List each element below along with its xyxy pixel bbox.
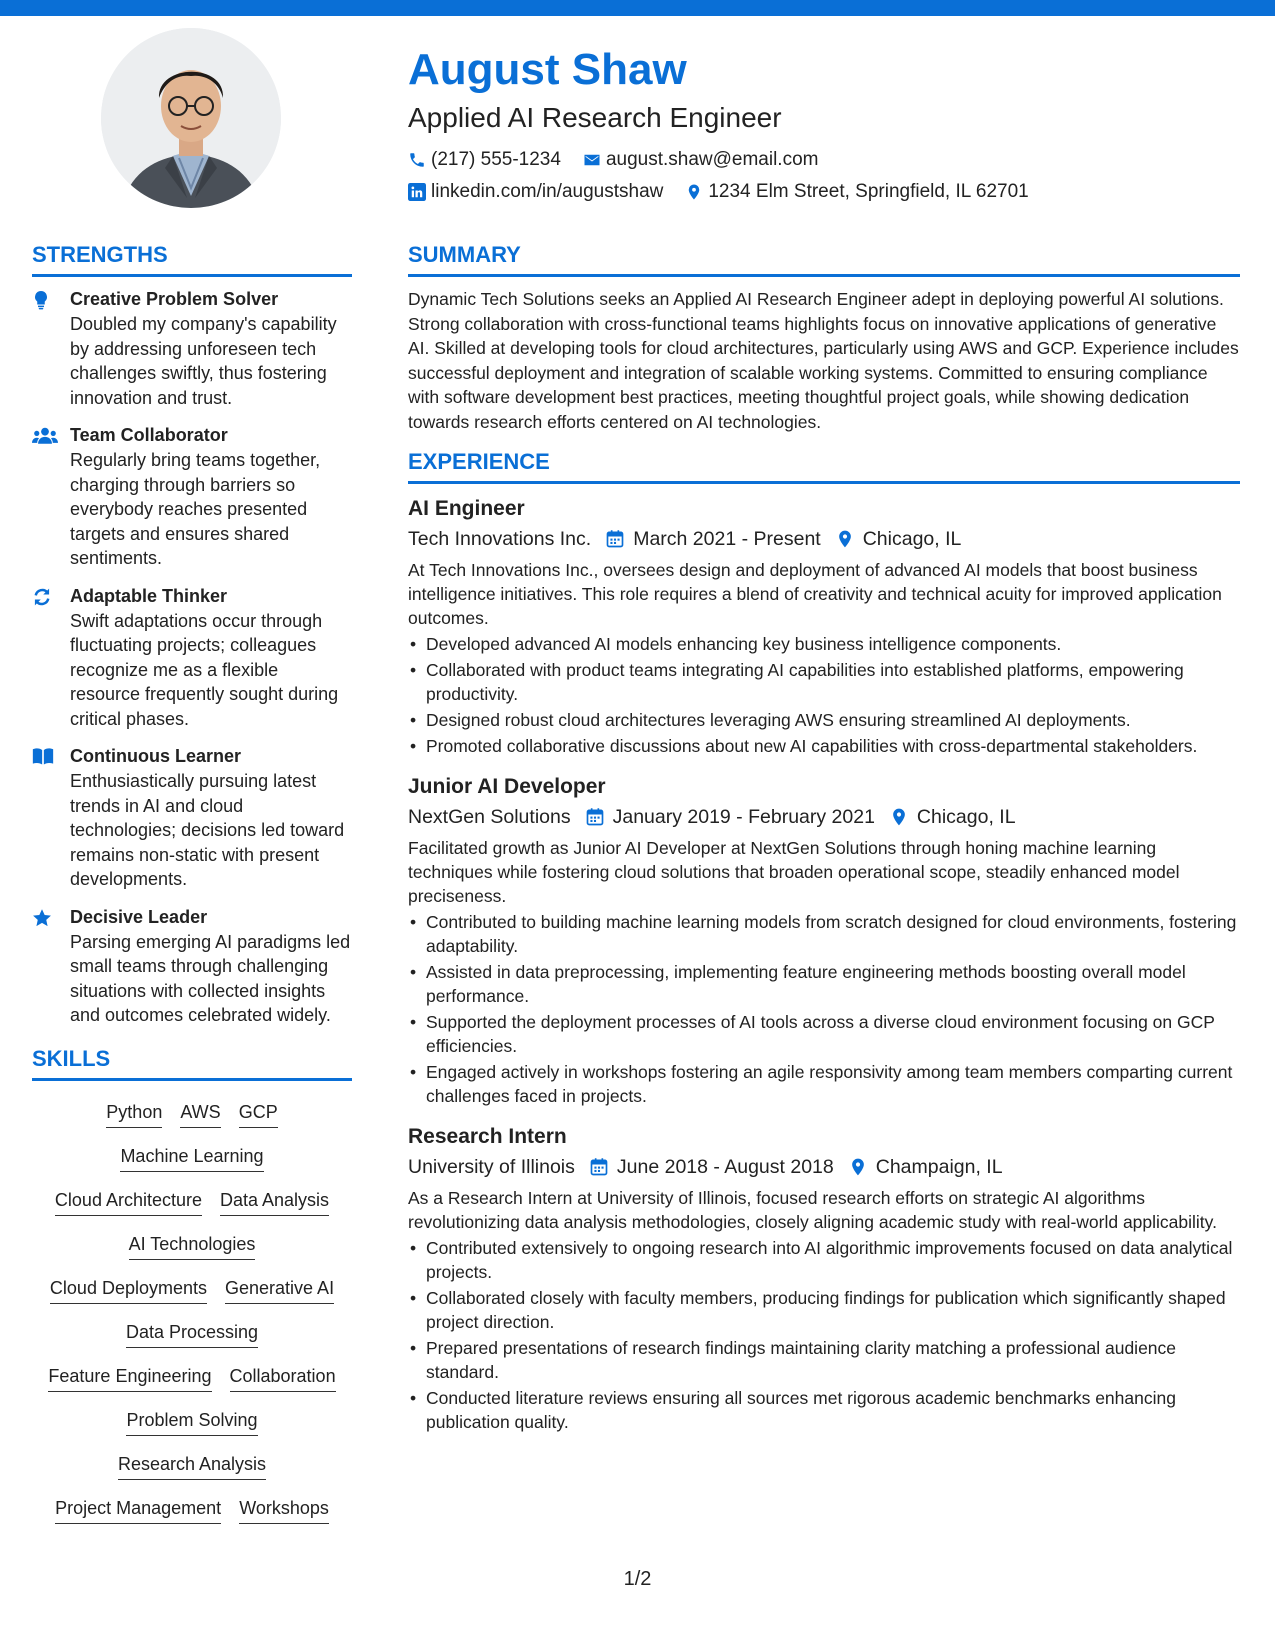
skill-row: [32, 1407, 352, 1436]
skills-list: [32, 1099, 352, 1524]
map-marker-icon: [685, 183, 703, 201]
skill-row: [32, 1275, 352, 1304]
skill-row: [32, 1451, 352, 1480]
strengths-heading: STRENGTHS: [32, 240, 352, 277]
map-marker-icon: [848, 1157, 868, 1177]
strength-item: [32, 287, 352, 410]
job-bullet: • Promoted collaborative discussions about new AI capabilities with cross-departmental stakeholders.: [408, 734, 1240, 758]
skill-row: [32, 1231, 352, 1260]
job-meta: [408, 802, 1240, 832]
left-column: [32, 240, 352, 1539]
strength-title: Adaptable Thinker: [70, 585, 228, 606]
skill-tag: Data Analysis: [220, 1187, 329, 1216]
skill-tag: Project Management: [55, 1495, 221, 1524]
job-entry: [408, 772, 1240, 1108]
skill-tag: Problem Solving: [126, 1407, 257, 1436]
top-accent-bar: [0, 0, 1275, 16]
candidate-title: Applied AI Research Engineer: [408, 102, 782, 133]
phone-text: (217) 555-1234: [431, 149, 561, 170]
job-location: Chicago, IL: [862, 528, 962, 550]
strength-title: Team Collaborator: [70, 425, 228, 445]
strength-item: [32, 744, 352, 892]
linkedin-icon: [408, 183, 426, 201]
calendar-icon: [605, 529, 625, 549]
skill-tag: Research Analysis: [118, 1451, 266, 1480]
phone-contact: [408, 144, 561, 176]
skill-row: [32, 1363, 352, 1392]
strength-item: [32, 584, 352, 732]
skill-tag: Cloud Deployments: [50, 1275, 207, 1304]
job-bullets: [408, 632, 1240, 758]
strength-text: Parsing emerging AI paradigms led small teams through challenging situations with collected insights and outcomes celebrated widely.: [70, 931, 351, 1025]
job-bullet: • Conducted literature reviews ensuring all sources met rigorous academic benchmarks enhancing publication quality.: [408, 1386, 1240, 1434]
skill-tag: Feature Engineering: [48, 1363, 211, 1392]
calendar-icon: [585, 807, 605, 827]
job-bullet: • Collaborated with product teams integrating AI capabilities into established platforms, empowering productivity.: [408, 658, 1240, 706]
job-bullet: • Developed advanced AI models enhancing key business intelligence components.: [408, 632, 1240, 656]
strength-text: Swift adaptations occur through fluctuating projects; colleagues recognize me as a flexible resource frequently sought during critical phases.: [70, 610, 339, 729]
job-dates: January 2019 - February 2021: [612, 806, 875, 828]
job-location: Chicago, IL: [916, 806, 1016, 828]
skill-tag: Cloud Architecture: [55, 1187, 202, 1216]
candidate-name: August Shaw: [408, 45, 687, 94]
job-dates: March 2021 - Present: [633, 528, 821, 550]
job-title: Junior AI Developer: [408, 775, 606, 798]
map-marker-icon: [889, 807, 909, 827]
map-marker-icon: [835, 529, 855, 549]
experience-heading: EXPERIENCE: [408, 447, 1240, 484]
skill-row: [32, 1187, 352, 1216]
star-icon: [32, 905, 70, 1028]
strength-item: [32, 905, 352, 1028]
phone-icon: [408, 151, 426, 169]
job-bullet: • Prepared presentations of research findings maintaining clarity matching a professional audience standard.: [408, 1336, 1240, 1384]
calendar-icon: [589, 1157, 609, 1177]
profile-photo: [101, 28, 281, 208]
skill-row: [32, 1143, 352, 1172]
job-bullet: • Contributed extensively to ongoing research into AI algorithmic improvements focused on data analytical projects.: [408, 1236, 1240, 1284]
linkedin-text[interactable]: linkedin.com/in/augustshaw: [431, 181, 664, 202]
job-meta: [408, 1152, 1240, 1182]
resume-header: [408, 40, 1248, 208]
address-text: 1234 Elm Street, Springfield, IL 62701: [708, 181, 1029, 202]
job-bullet: • Collaborated closely with faculty members, producing findings for publication which significantly shaped project direction.: [408, 1286, 1240, 1334]
job-description: Facilitated growth as Junior AI Developer at NextGen Solutions through honing machine learning techniques while fostering cloud solutions that broaden operational scope, steadily enhanced model preciseness.: [408, 838, 1180, 906]
job-company: Tech Innovations Inc.: [408, 528, 592, 550]
skill-row: [32, 1319, 352, 1348]
contact-row-1: [408, 144, 1248, 176]
strengths-list: [32, 287, 352, 1028]
job-bullet: • Assisted in data preprocessing, implementing feature engineering methods boosting overall model performance.: [408, 960, 1240, 1008]
strength-text: Doubled my company's capability by addressing unforeseen tech challenges swiftly, thus fostering innovation and trust.: [70, 314, 337, 408]
job-bullet: • Engaged actively in workshops fostering an agile responsivity among team members comparting current challenges faced in projects.: [408, 1060, 1240, 1108]
job-bullets: [408, 1236, 1240, 1434]
summary-text: Dynamic Tech Solutions seeks an Applied AI Research Engineer adept in deploying powerful AI solutions. Strong collaboration with cross-functional teams highlights focus on innovative applications of generative AI. Skilled at developing tools for cloud architectures, particularly using AWS and GCP. Experience includes successful deployment and integration of scalable working systems. Committed to ensuring compliance with software development best practices, meeting thoughtful project goals, while showing dedication towards research efforts centered on AI technologies.: [408, 289, 1239, 432]
summary-heading: SUMMARY: [408, 240, 1240, 277]
job-location: Champaign, IL: [875, 1156, 1003, 1178]
job-description: At Tech Innovations Inc., oversees design and deployment of advanced AI models that boost business intelligence initiatives. This role requires a blend of creativity and technical acuity for improved application outcomes.: [408, 560, 1222, 628]
skill-tag: AI Technologies: [129, 1231, 256, 1260]
skill-tag: GCP: [239, 1099, 278, 1128]
job-title: Research Intern: [408, 1125, 567, 1148]
job-bullet: • Designed robust cloud architectures leveraging AWS ensuring streamlined AI deployments.: [408, 708, 1240, 732]
job-bullet: • Contributed to building machine learning models from scratch designed for cloud environments, fostering adaptability.: [408, 910, 1240, 958]
skill-row: [32, 1099, 352, 1128]
skill-tag: Machine Learning: [120, 1143, 263, 1172]
page-number: 1/2: [623, 1568, 652, 1590]
book-icon: [32, 744, 70, 892]
strength-text: Regularly bring teams together, charging through barriers so everybody reaches presented targets and ensures shared sentiments.: [70, 450, 321, 568]
job-bullet: • Supported the deployment processes of AI tools across a diverse cloud environment focusing on GCP efficiencies.: [408, 1010, 1240, 1058]
linkedin-contact[interactable]: [408, 176, 663, 208]
email-contact[interactable]: [583, 144, 819, 176]
right-column: [408, 240, 1240, 1448]
job-entry: [408, 1122, 1240, 1434]
skill-row: [32, 1495, 352, 1524]
strength-item: [32, 423, 352, 571]
skill-tag: Generative AI: [225, 1275, 334, 1304]
job-dates: June 2018 - August 2018: [616, 1156, 834, 1178]
experience-list: [408, 494, 1240, 1434]
skill-tag: Python: [106, 1099, 162, 1128]
email-text[interactable]: august.shaw@email.com: [605, 149, 819, 170]
job-description: As a Research Intern at University of Illinois, focused research efforts on strategic AI algorithms revolutionizing data analysis methodologies, closely aligning academic study with real-world applicability.: [408, 1188, 1217, 1232]
users-icon: [32, 423, 70, 571]
job-meta: [408, 524, 1240, 554]
job-company: NextGen Solutions: [408, 806, 571, 828]
lightbulb-icon: [32, 287, 70, 410]
job-entry: [408, 494, 1240, 758]
sync-icon: [32, 584, 70, 732]
job-title: AI Engineer: [408, 497, 525, 520]
envelope-icon: [583, 151, 601, 169]
skill-tag: Collaboration: [230, 1363, 336, 1392]
strength-text: Enthusiastically pursuing latest trends in AI and cloud technologies; decisions led toward remains non-static with present developments.: [70, 771, 345, 889]
skill-tag: AWS: [180, 1099, 220, 1128]
strength-title: Continuous Learner: [70, 746, 242, 766]
strength-title: Decisive Leader: [70, 906, 208, 927]
skills-heading: SKILLS: [32, 1044, 352, 1081]
job-company: University of Illinois: [408, 1156, 575, 1178]
address-contact: [685, 176, 1028, 208]
strength-title: Creative Problem Solver: [70, 289, 279, 309]
skill-tag: Data Processing: [126, 1319, 258, 1348]
job-bullets: [408, 910, 1240, 1108]
contact-row-2: [408, 176, 1248, 208]
skill-tag: Workshops: [239, 1495, 329, 1524]
